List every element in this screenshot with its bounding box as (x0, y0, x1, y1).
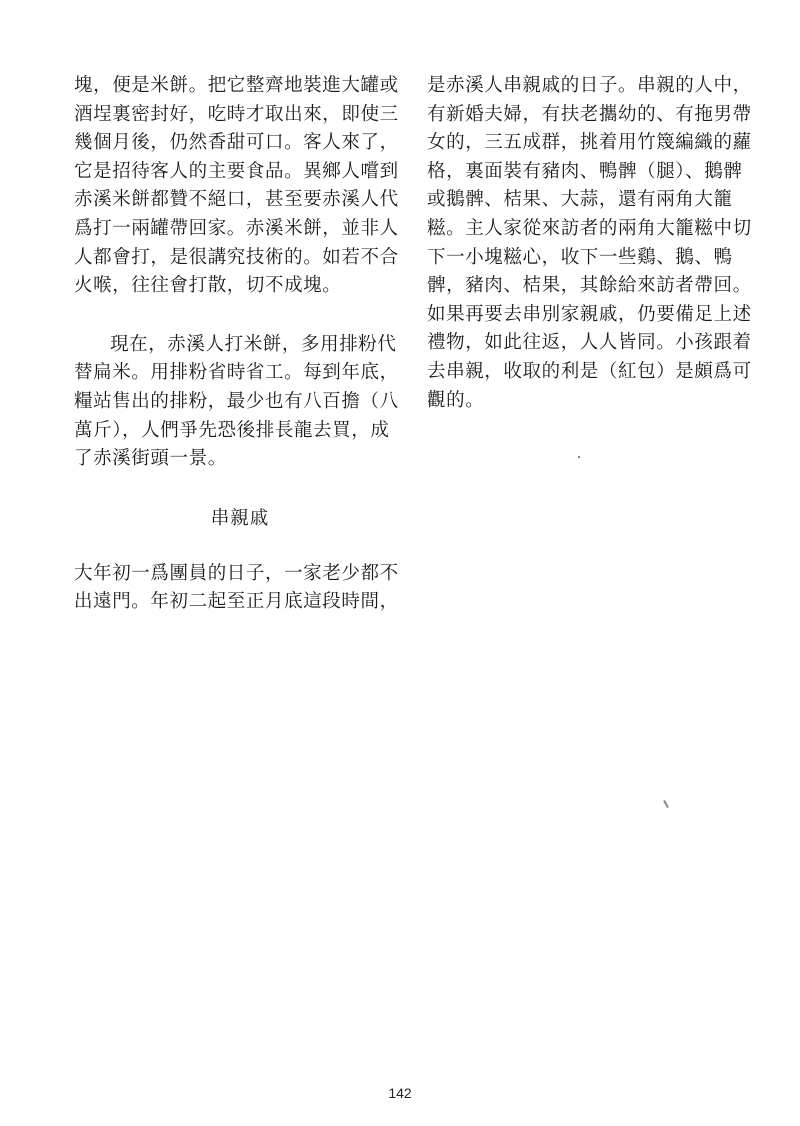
left-column (74, 72, 406, 647)
right-column (427, 72, 757, 445)
text-line: 糍。主人家從來訪者的兩角大籠糍中切 (427, 217, 752, 239)
text-line: 酒埕裏密封好，吃時才取出來，即使三 (74, 103, 399, 125)
text-line: 下一小塊糍心，收下一些鷄、鵝、鴨 (427, 246, 733, 268)
text-line: 有新婚夫婦，有扶老攜幼的、有拖男帶 (427, 103, 752, 125)
text-line: 女的，三五成群，挑着用竹篾編織的蘿 (427, 132, 752, 154)
left-paragraph-2 (74, 331, 406, 474)
page-number: 142 (388, 1085, 412, 1101)
text-line: 赤溪米餅都贊不絕口，甚至要赤溪人代 (74, 189, 399, 211)
text-line: 爲打一兩罐帶回家。赤溪米餅，並非人 (74, 217, 399, 239)
text-line: 了赤溪街頭一景。 (74, 448, 227, 470)
text-line: 糧站售出的排粉，最少也有八百擔（八 (74, 390, 399, 412)
text-line: 去串親，收取的利是（紅包）是頗爲可 (427, 360, 752, 382)
left-paragraph-3 (74, 560, 406, 617)
text-line: 禮物，如此往返，人人皆同。小孩跟着 (427, 332, 752, 354)
text-line: 觀的。 (427, 389, 485, 411)
text-line: 萬斤），人們爭先恐後排長龍去買，成 (74, 419, 390, 441)
text-line: 如果再要去串別家親戚，仍要備足上述 (427, 303, 752, 325)
scan-speck (578, 456, 580, 458)
section-title: 串親戚 (210, 507, 270, 529)
text-line: 是赤溪人串親戚的日子。串親的人中， (427, 75, 752, 96)
text-line: 現在，赤溪人打米餅，多用排粉代 (110, 333, 397, 355)
text-line: 幾個月後，仍然香甜可口。客人來了， (74, 132, 399, 154)
text-line: 髀，豬肉、桔果，其餘給來訪者帶回。 (427, 275, 752, 297)
text-line: 它是招待客人的主要食品。異鄉人嚐到 (74, 160, 399, 182)
text-line: 格，裏面裝有豬肉、鴨髀（腿）、鵝髀 (427, 160, 743, 182)
text-line: 出遠門。年初二起至正月底這段時間， (74, 591, 399, 613)
scan-speck (663, 800, 669, 808)
text-line: 塊，便是米餅。把它整齊地裝進大罐或 (74, 75, 399, 96)
text-line: 大年初一爲團員的日子，一家老少都不 (74, 562, 399, 584)
text-line: 或鵝髀、桔果、大蒜，還有兩角大籠 (427, 189, 733, 211)
left-paragraph-1 (74, 72, 406, 301)
right-paragraph-1 (427, 72, 757, 415)
text-line: 火喉，往往會打散，切不成塊。 (74, 275, 342, 297)
text-line: 替扁米。用排粉省時省工。每到年底， (74, 362, 399, 384)
text-line: 人都會打，是很講究技術的。如若不合 (74, 246, 399, 268)
